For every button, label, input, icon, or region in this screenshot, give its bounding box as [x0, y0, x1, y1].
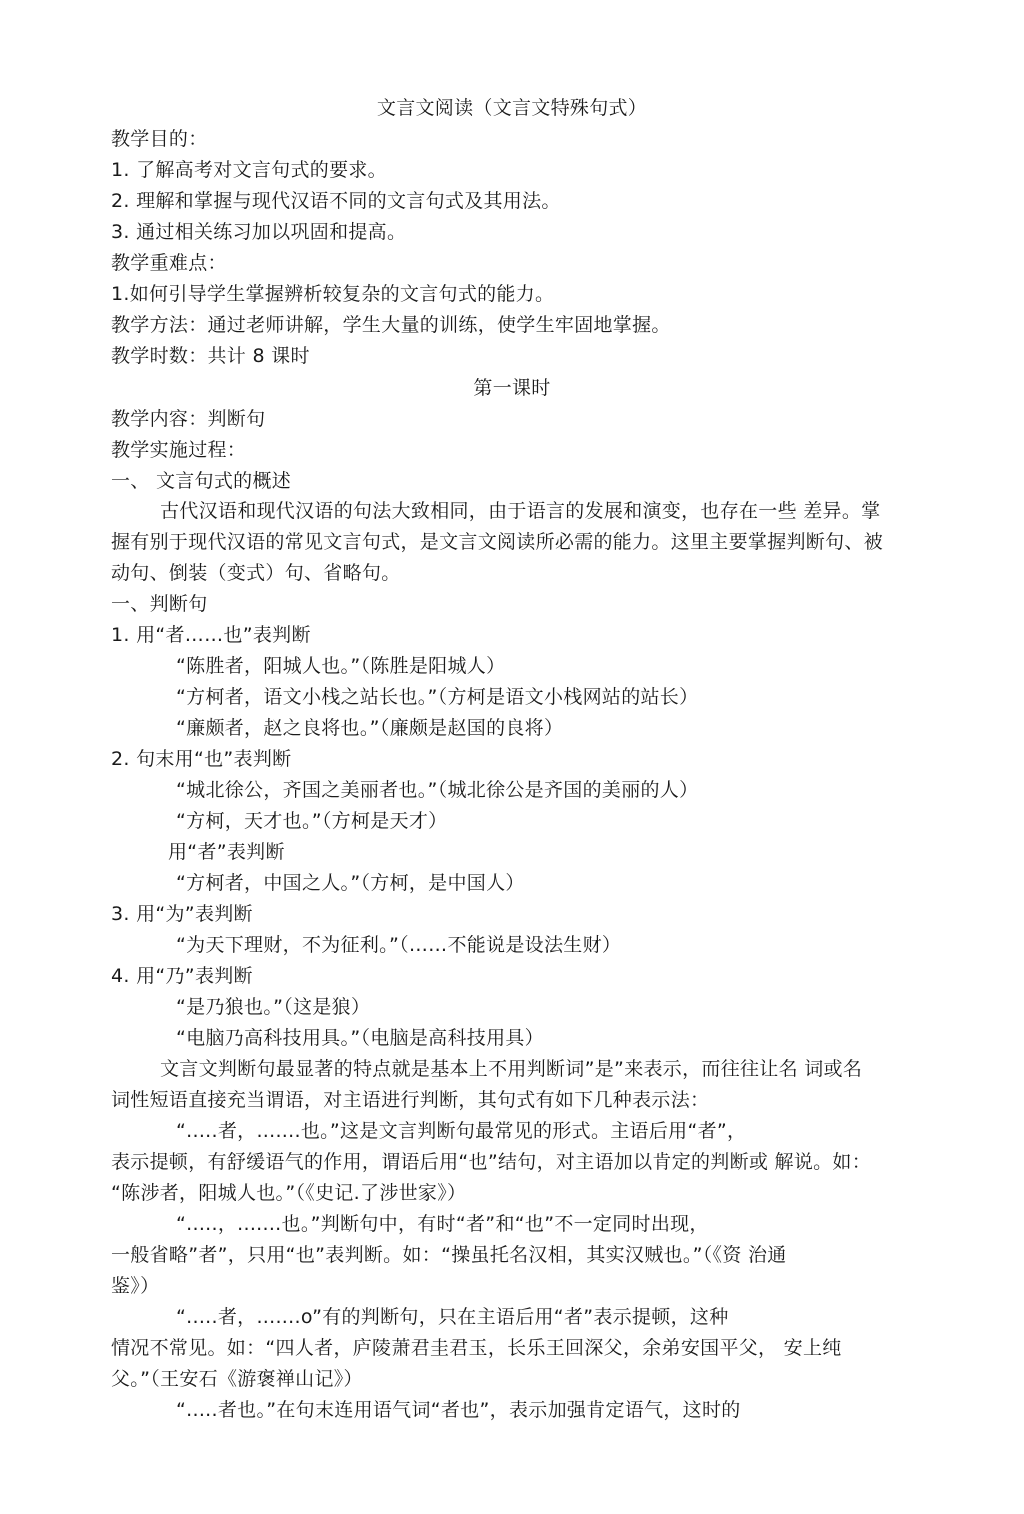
goal-item-3: 3. 通过相关练习加以巩固和提高。: [111, 221, 407, 243]
paragraph-line: “.....者，.......o”有的判断句，只在主语后用“者”表示提顿，这种: [176, 1306, 729, 1328]
lesson-subtitle: 第一课时: [473, 377, 551, 399]
paragraph-line: 一般省略”者”，只用“也”表判断。如：“操虽托名汉相，其实汉贼也。”（《资 治通: [111, 1244, 787, 1266]
paragraph-line: 父。”（王安石《游褒禅山记》）: [111, 1368, 363, 1390]
teaching-hours-line: 教学时数：共计 8 课时: [111, 345, 310, 367]
example-line: “方柯者，语文小栈之站长也。”（方柯是语文小栈网站的站长）: [176, 686, 699, 708]
subsection-heading: 3. 用“为”表判断: [111, 903, 253, 925]
paragraph-line: 情况不常见。如：“四人者，庐陵萧君圭君玉，长乐王回深父，余弟安国平父， 安上纯: [111, 1337, 842, 1359]
teaching-method-line: 教学方法：通过老师讲解，学生大量的训练，使学生牢固地掌握。: [111, 314, 671, 336]
paragraph-line: 动句、倒装（变式）句、省略句。: [111, 562, 401, 584]
paragraph-line: 词性短语直接充当谓语，对主语进行判断，其句式有如下几种表示法：: [111, 1089, 710, 1111]
example-line: “陈胜者，阳城人也。”（陈胜是阳城人）: [176, 655, 506, 677]
example-line: “廉颇者，赵之良将也。”（廉颇是赵国的良将）: [176, 717, 564, 739]
section-overview-heading: 一、 文言句式的概述: [111, 470, 292, 492]
example-line: “是乃狼也。”（这是狼）: [176, 996, 371, 1018]
paragraph-line: 表示提顿，有舒缓语气的作用，谓语后用“也”结句，对主语加以肯定的判断或 解说。如：: [111, 1151, 872, 1173]
paragraph-line: “.....，.......也。”判断句中，有时“者”和“也”不一定同时出现，: [176, 1213, 709, 1235]
heading-key-points: 教学重难点：: [111, 252, 227, 274]
teaching-content-line: 教学内容：判断句: [111, 408, 266, 430]
heading-teaching-goals: 教学目的：: [111, 128, 208, 150]
document-title: 文言文阅读（文言文特殊句式）: [376, 97, 648, 119]
section-judgment-heading: 一、判断句: [111, 593, 208, 615]
paragraph-line: 握有别于现代汉语的常见文言句式，是文言文阅读所必需的能力。这里主要掌握判断句、被: [111, 531, 884, 553]
subsection-heading: 1. 用“者……也”表判断: [111, 624, 311, 646]
paragraph-line: “.....者也。”在句末连用语气词“者也”，表示加强肯定语气，这时的: [176, 1399, 741, 1421]
goal-item-1: 1. 了解高考对文言句式的要求。: [111, 159, 387, 181]
heading-process: 教学实施过程：: [111, 439, 247, 461]
paragraph-line: 古代汉语和现代汉语的句法大致相同，由于语言的发展和演变，也存在一些 差异。掌: [160, 500, 881, 522]
example-line: “为天下理财，不为征利。”（……不能说是设法生财）: [176, 934, 622, 956]
paragraph-line: 文言文判断句最显著的特点就是基本上不用判断词”是”来表示，而往往让名 词或名: [160, 1058, 863, 1080]
key-point-item-1: 1.如何引导学生掌握辨析较复杂的文言句式的能力。: [111, 283, 555, 305]
paragraph-line: “陈涉者，阳城人也。”（《史记.了涉世家》）: [111, 1182, 467, 1204]
example-line: “方柯，天才也。”（方柯是天才）: [176, 810, 448, 832]
subsection-heading: 2. 句末用“也”表判断: [111, 748, 292, 770]
subsection-heading: 用“者”表判断: [168, 841, 285, 863]
goal-item-2: 2. 理解和掌握与现代汉语不同的文言句式及其用法。: [111, 190, 561, 212]
paragraph-line: 鉴》）: [111, 1275, 160, 1297]
paragraph-line: “.....者，.......也。”这是文言判断句最常见的形式。主语后用“者”，: [176, 1120, 747, 1142]
example-line: “电脑乃高科技用具。”（电脑是高科技用具）: [176, 1027, 544, 1049]
subsection-heading: 4. 用“乃”表判断: [111, 965, 253, 987]
example-line: “城北徐公，齐国之美丽者也。”（城北徐公是齐国的美丽的人）: [176, 779, 699, 801]
example-line: “方柯者，中国之人。”（方柯，是中国人）: [176, 872, 525, 894]
